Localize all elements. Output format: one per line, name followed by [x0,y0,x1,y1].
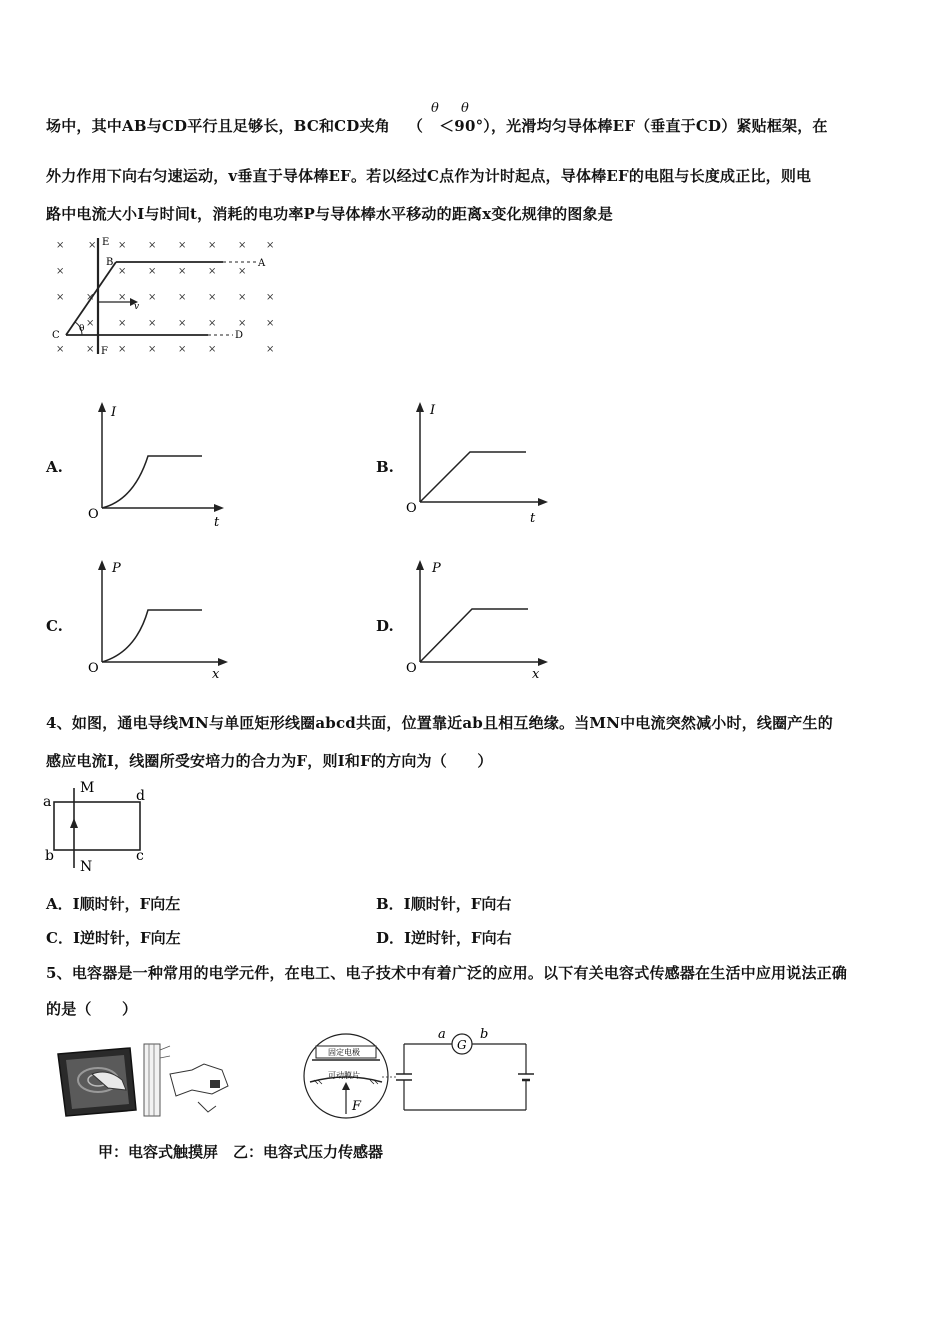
svg-text:×: × [178,292,187,303]
q3-field-figure [48,232,288,362]
option-d-graph[interactable] [406,556,556,686]
svg-text:×: × [56,266,65,277]
svg-text:×: × [86,344,95,355]
svg-text:×: × [208,266,217,277]
svg-text:×: × [238,240,247,251]
q4-text-line-1: 4、如图，通电导线MN与单匝矩形线圈abcd共面，位置靠近ab且相互绝缘。当MN中电流突然减小时，线圈产生的 [46,714,833,732]
option-a-ylabel: I [111,405,117,420]
svg-text:×: × [118,344,127,355]
q4-option-b[interactable]: B．I顺时针，F向右 [376,895,512,913]
theta-symbol: θ [431,101,439,116]
q3-text-line-1: 场中，其中AB与CD平行且足够长，BC和CD夹角 （ ＜90°），光滑均匀导体棒EF（垂直于CD）紧贴框架，在 [46,117,828,135]
svg-text:×: × [86,318,95,329]
q3-text-line-3: 路中电流大小I与时间t，消耗的电功率P与导体棒水平移动的距离x变化规律的图象是 [46,205,613,223]
svg-text:×: × [88,240,97,251]
option-b-curve [420,452,526,502]
svg-text:×: × [148,344,157,355]
label-c: c [136,848,144,864]
svg-text:×: × [266,318,275,329]
option-d-origin: O [406,661,417,676]
svg-text:×: × [56,240,65,251]
svg-text:×: × [118,318,127,329]
option-c-letter[interactable]: C. [46,617,63,635]
option-d-xlabel: x [532,667,540,682]
q4-option-c[interactable]: C．I逆时针，F向左 [46,929,181,947]
option-d-letter[interactable]: D. [376,617,394,635]
svg-text:×: × [56,292,65,303]
svg-text:×: × [266,240,275,251]
theta-symbol-2: θ [461,101,469,116]
label-b: b [45,848,54,864]
svg-text:×: × [148,266,157,277]
option-a-graph[interactable] [86,400,226,530]
svg-text:×: × [238,318,247,329]
option-b-graph[interactable] [406,400,556,530]
svg-text:×: × [148,318,157,329]
option-b-ylabel: I [430,403,436,418]
circuit-label-b: b [480,1027,489,1042]
svg-text:×: × [208,344,217,355]
option-b-origin: O [406,501,417,516]
option-a-letter[interactable]: A. [46,458,63,476]
svg-text:×: × [178,318,187,329]
option-d-ylabel: P [432,561,441,576]
option-c-ylabel: P [112,561,121,576]
label-B: B [106,257,114,268]
svg-text:×: × [148,240,157,251]
svg-text:×: × [118,292,127,303]
svg-text:×: × [208,240,217,251]
svg-text:×: × [118,240,127,251]
option-c-origin: O [88,661,99,676]
label-v: v [134,302,140,312]
q5-text-line-2: 的是（ ） [46,1000,138,1018]
pressure-sensor-figure [300,1024,540,1124]
label-a: a [43,794,52,810]
q5-text-line-1: 5、电容器是一种常用的电学元件，在电工、电子技术中有着广泛的应用。以下有关电容式传感器在生活中应用说法正确 [46,964,848,982]
option-b-xlabel: t [530,511,536,526]
label-A: A [258,258,266,269]
label-theta: θ [79,324,85,334]
galvanometer-G: G [457,1038,467,1052]
label-movable-film: 可动膜片 [328,1071,360,1080]
svg-text:×: × [208,318,217,329]
label-d: d [136,788,145,804]
svg-text:×: × [266,344,275,355]
q3-text-line-2: 外力作用下向右匀速运动，v垂直于导体棒EF。若以经过C点作为计时起点，导体棒EF的电阻与长度成正比，则电 [46,167,812,185]
svg-text:×: × [238,266,247,277]
option-a-origin: O [88,507,99,522]
option-c-graph[interactable] [86,556,236,686]
svg-text:×: × [86,292,95,303]
option-b-letter[interactable]: B. [376,458,394,476]
svg-text:×: × [56,344,65,355]
svg-text:×: × [178,266,187,277]
label-F: F [101,346,108,357]
option-d-curve [420,609,528,662]
svg-text:×: × [148,292,157,303]
option-c-curve [102,610,202,662]
label-C: C [52,330,60,341]
label-D: D [235,330,244,341]
svg-text:×: × [208,292,217,303]
q4-text-line-2: 感应电流I，线圈所受安培力的合力为F，则I和F的方向为（ ） [46,752,493,770]
svg-text:×: × [178,344,187,355]
svg-text:×: × [266,292,275,303]
q4-coil-figure [40,778,170,878]
label-N: N [80,859,93,875]
label-F-force: F [352,1099,362,1114]
svg-text:×: × [118,266,127,277]
option-a-curve [102,456,202,508]
label-E: E [102,237,110,248]
svg-text:×: × [178,240,187,251]
q4-option-a[interactable]: A．I顺时针，F向左 [46,895,181,913]
q4-option-d[interactable]: D．I逆时针，F向右 [376,929,512,947]
q5-figure-caption: 甲：电容式触摸屏 乙：电容式压力传感器 [98,1143,384,1161]
option-c-xlabel: x [212,667,220,682]
option-a-xlabel: t [214,515,220,530]
label-M: M [80,780,95,796]
touchscreen-illustration [52,1040,242,1120]
svg-text:×: × [238,292,247,303]
circuit-label-a: a [438,1027,446,1042]
label-fixed-electrode: 固定电极 [328,1048,360,1057]
